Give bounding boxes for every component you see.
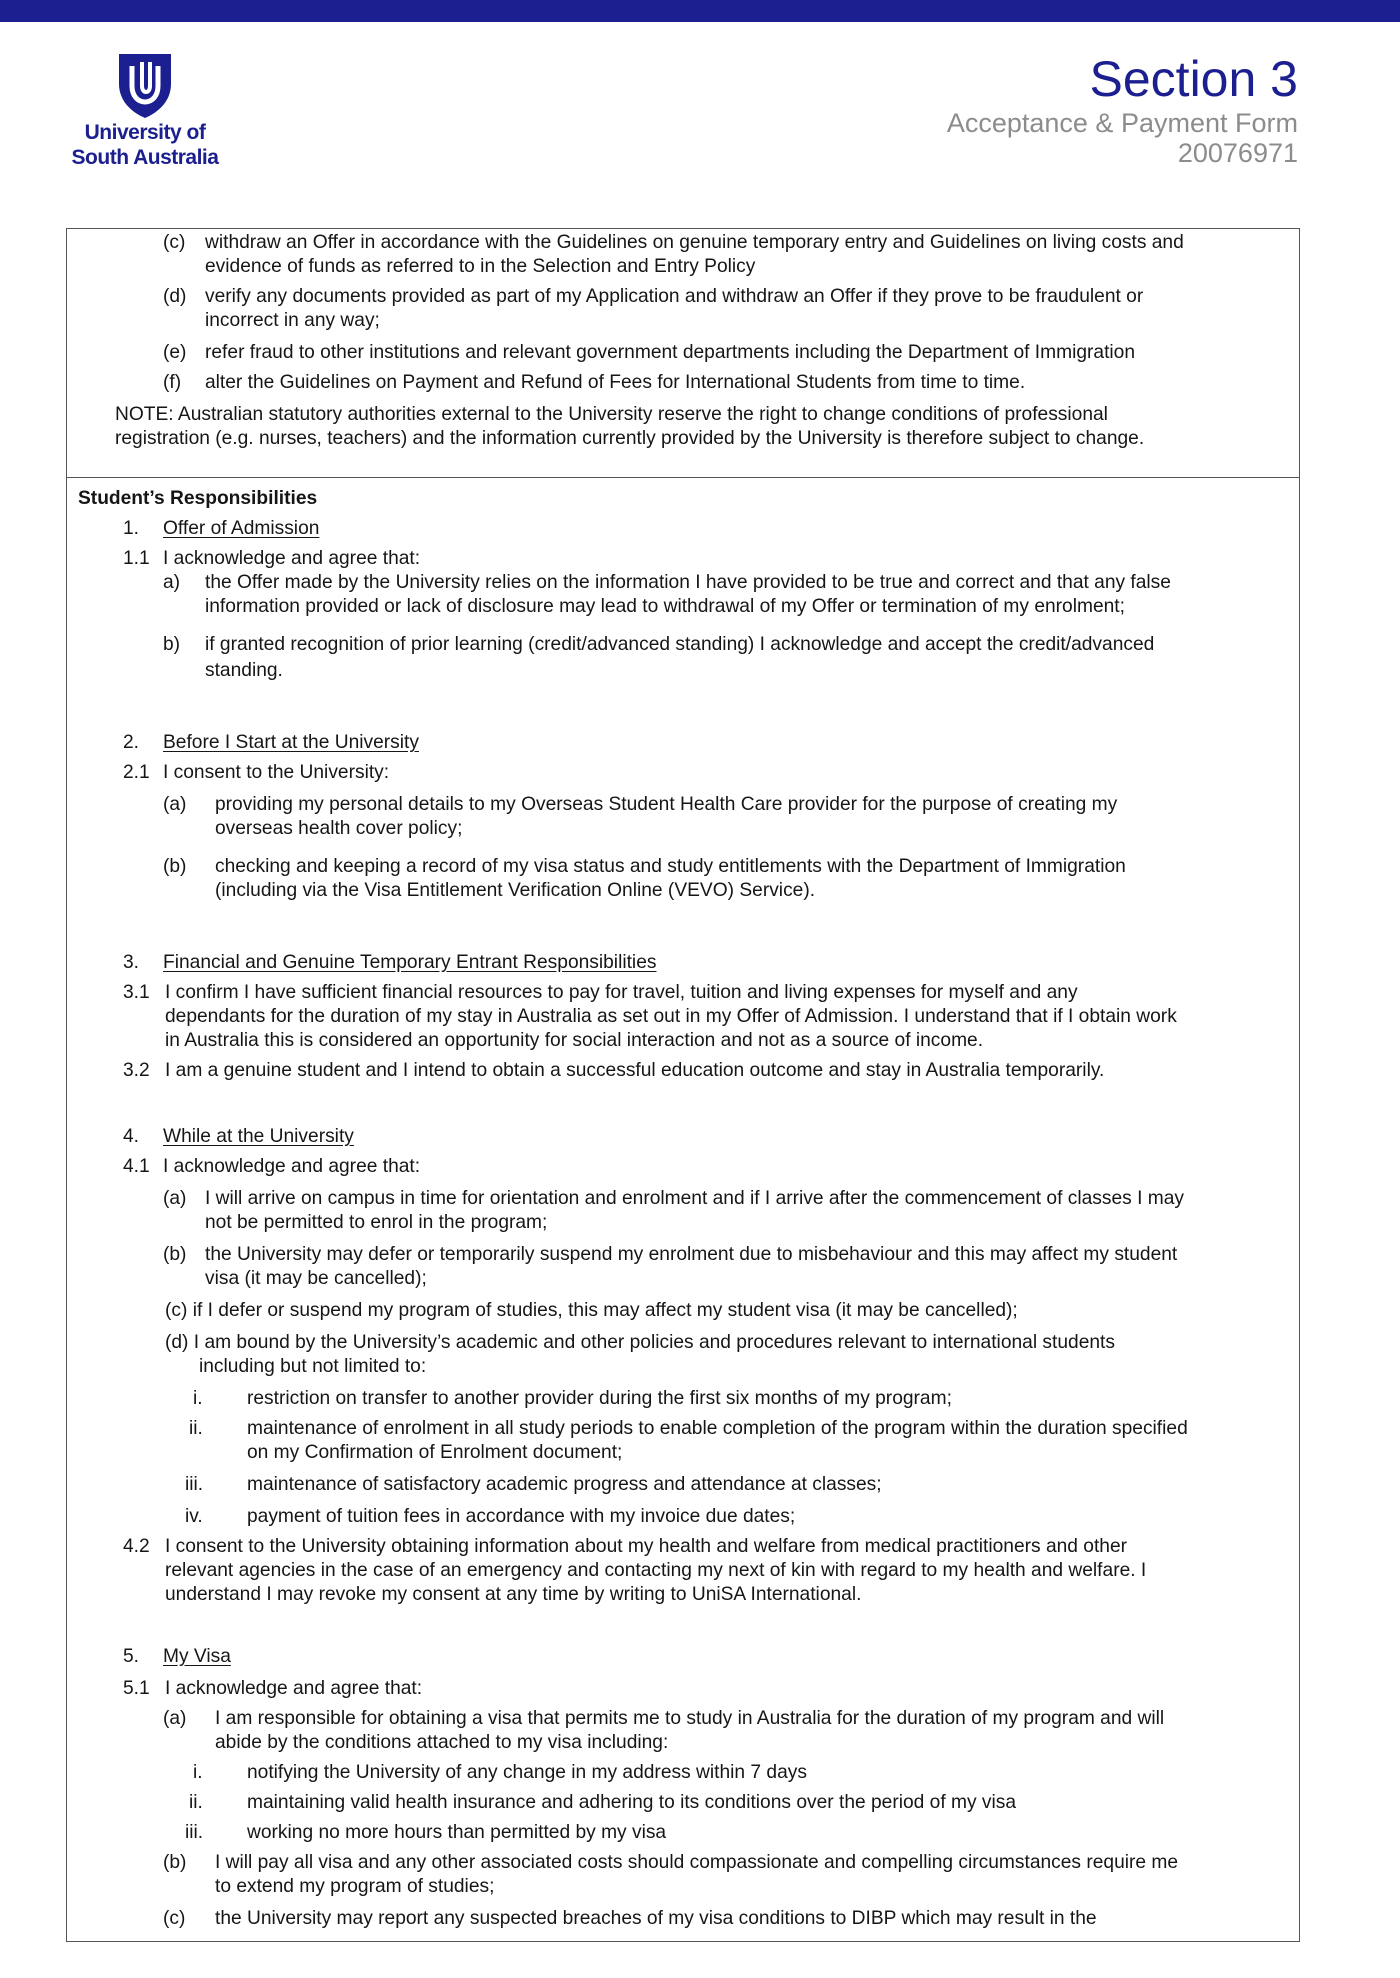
text-line: I consent to the University obtaining information about my health and welfare from medical practitioners and other <box>165 1536 1128 1557</box>
text-line: payment of tuition fees in accordance with my invoice due dates; <box>247 1506 796 1527</box>
text-line: I am responsible for obtaining a visa that permits me to study in Australia for the duration of my program and will <box>215 1708 1165 1729</box>
note-line: registration (e.g. nurses, teachers) and the information currently provided by the University is therefore subject to change. <box>115 428 1145 449</box>
text-line: maintenance of enrolment in all study periods to enable completion of the program within the duration specified <box>247 1418 1188 1439</box>
item-label: ii. <box>189 1792 203 1813</box>
section-number: 2. <box>123 732 140 753</box>
section-title-my-visa: My Visa <box>163 1646 231 1667</box>
logo-text-line1: University of <box>84 121 206 144</box>
item-label: (a) <box>163 1188 187 1209</box>
item-label: (f) <box>163 372 182 393</box>
responsibilities-heading: Student’s Responsibilities <box>78 488 318 509</box>
text-line: refer fraud to other institutions and relevant government departments including the Department of Immigration <box>205 342 1136 363</box>
text-line: I consent to the University: <box>163 762 390 783</box>
text-line: I will pay all visa and any other associated costs should compassionate and compelling circumstances require me <box>215 1852 1179 1873</box>
section-number: 4. <box>123 1126 140 1147</box>
item-label: (e) <box>163 342 187 363</box>
form-number: 20076971 <box>1177 138 1298 168</box>
section-title-before-i-start: Before I Start at the University <box>163 732 419 753</box>
item-label: ii. <box>189 1418 203 1439</box>
section-title: Section 3 <box>1089 51 1298 107</box>
text-line: not be permitted to enrol in the program; <box>205 1212 548 1233</box>
text-line: overseas health cover policy; <box>215 818 463 839</box>
item-label: i. <box>193 1388 203 1409</box>
text-line: relevant agencies in the case of an emergency and contacting my next of kin with regard to my health and welfare. I <box>165 1560 1147 1581</box>
form-subtitle: Acceptance & Payment Form <box>946 108 1298 138</box>
top-brand-bar <box>0 0 1400 22</box>
text-line: maintenance of satisfactory academic progress and attendance at classes; <box>247 1474 882 1495</box>
note-line: NOTE: Australian statutory authorities external to the University reserve the right to change conditions of professional <box>115 404 1108 425</box>
text-line: I acknowledge and agree that: <box>163 1156 421 1177</box>
item-label: (b) <box>163 856 187 877</box>
item-label: iv. <box>185 1506 203 1527</box>
item-label: i. <box>193 1762 203 1783</box>
text-line: checking and keeping a record of my visa status and study entitlements with the Department of Immigration <box>215 856 1126 877</box>
university-logo <box>60 50 230 190</box>
text-line: visa (it may be cancelled); <box>205 1268 427 1289</box>
item-label: (a) <box>163 1708 187 1729</box>
text-line: including but not limited to: <box>199 1356 427 1377</box>
text-line: understand I may revoke my consent at any time by writing to UniSA International. <box>165 1584 862 1605</box>
section-number: 1. <box>123 518 140 539</box>
text-line: maintaining valid health insurance and adhering to its conditions over the period of my visa <box>247 1792 1017 1813</box>
section-number: 5. <box>123 1646 140 1667</box>
text-line: (including via the Visa Entitlement Verification Online (VEVO) Service). <box>215 880 816 901</box>
text-line: (d) I am bound by the University’s academic and other policies and procedures relevant to international students <box>165 1332 1115 1353</box>
document-frame <box>66 228 1300 1942</box>
section-title-financial: Financial and Genuine Temporary Entrant Responsibilities <box>163 952 657 973</box>
clause-number: 2.1 <box>123 762 150 783</box>
section-number: 3. <box>123 952 140 973</box>
section-title-offer-of-admission: Offer of Admission <box>163 518 320 539</box>
item-label: (b) <box>163 1244 187 1265</box>
text-line: restriction on transfer to another provider during the first six months of my program; <box>247 1388 952 1409</box>
text-line: on my Confirmation of Enrolment document; <box>247 1442 623 1463</box>
text-line: I confirm I have sufficient financial resources to pay for travel, tuition and living expenses for myself and any <box>165 982 1078 1003</box>
text-line: standing. <box>205 660 283 681</box>
text-line: in Australia this is considered an opportunity for social interaction and not as a source of income. <box>165 1030 984 1051</box>
item-label: (c) <box>163 232 186 253</box>
text-line: evidence of funds as referred to in the Selection and Entry Policy <box>205 256 756 277</box>
text-line: providing my personal details to my Overseas Student Health Care provider for the purpose of creating my <box>215 794 1118 815</box>
text-line: alter the Guidelines on Payment and Refund of Fees for International Students from time to time. <box>205 372 1026 393</box>
clause-number: 3.1 <box>123 982 150 1003</box>
clause-number: 5.1 <box>123 1678 150 1699</box>
text-line: the Offer made by the University relies on the information I have provided to be true and correct and that any false <box>205 572 1171 593</box>
text-line: the University may defer or temporarily suspend my enrolment due to misbehaviour and this may affect my student <box>205 1244 1178 1265</box>
text-line: dependants for the duration of my stay in Australia as set out in my Offer of Admission. I understand that if I obtain work <box>165 1006 1177 1027</box>
clause-number: 4.2 <box>123 1536 150 1557</box>
item-label: (b) <box>163 1852 187 1873</box>
item-label: (c) <box>163 1908 186 1929</box>
item-label: a) <box>163 572 181 593</box>
text-line: information provided or lack of disclosure may lead to withdrawal of my Offer or termination of my enrolment; <box>205 596 1125 617</box>
text-line: abide by the conditions attached to my visa including: <box>215 1732 669 1753</box>
page-header <box>947 50 1298 168</box>
item-label: (a) <box>163 794 187 815</box>
text-line: withdraw an Offer in accordance with the Guidelines on genuine temporary entry and Guidelines on living costs and <box>205 232 1184 253</box>
item-label: iii. <box>185 1822 204 1843</box>
text-line: verify any documents provided as part of my Application and withdraw an Offer if they prove to be fraudulent or <box>205 286 1144 307</box>
clause-number: 3.2 <box>123 1060 150 1081</box>
text-line: (c) if I defer or suspend my program of studies, this may affect my student visa (it may be cancelled); <box>165 1300 1018 1321</box>
item-label: iii. <box>185 1474 204 1495</box>
section-divider <box>67 477 1299 478</box>
text-line: incorrect in any way; <box>205 310 380 331</box>
item-label: b) <box>163 634 181 655</box>
logo-text-line2: South Australia <box>71 146 219 169</box>
section-title-while-at-university: While at the University <box>163 1126 354 1147</box>
text-line: if granted recognition of prior learning (credit/advanced standing) I acknowledge and accept the credit/advanced <box>205 634 1155 655</box>
text-line: I am a genuine student and I intend to obtain a successful education outcome and stay in Australia temporarily. <box>165 1060 1105 1081</box>
text-line: I acknowledge and agree that: <box>163 548 421 569</box>
text-line: working no more hours than permitted by my visa <box>247 1822 667 1843</box>
clause-number: 4.1 <box>123 1156 150 1177</box>
text-line: to extend my program of studies; <box>215 1876 495 1897</box>
clause-number: 1.1 <box>123 548 150 569</box>
unisa-shield-icon <box>115 50 175 120</box>
text-line: I acknowledge and agree that: <box>165 1678 423 1699</box>
text-line: the University may report any suspected breaches of my visa conditions to DIBP which may result in the <box>215 1908 1097 1929</box>
item-label: (d) <box>163 286 187 307</box>
text-line: I will arrive on campus in time for orientation and enrolment and if I arrive after the commencement of classes I may <box>205 1188 1184 1209</box>
text-line: notifying the University of any change in my address within 7 days <box>247 1762 807 1783</box>
